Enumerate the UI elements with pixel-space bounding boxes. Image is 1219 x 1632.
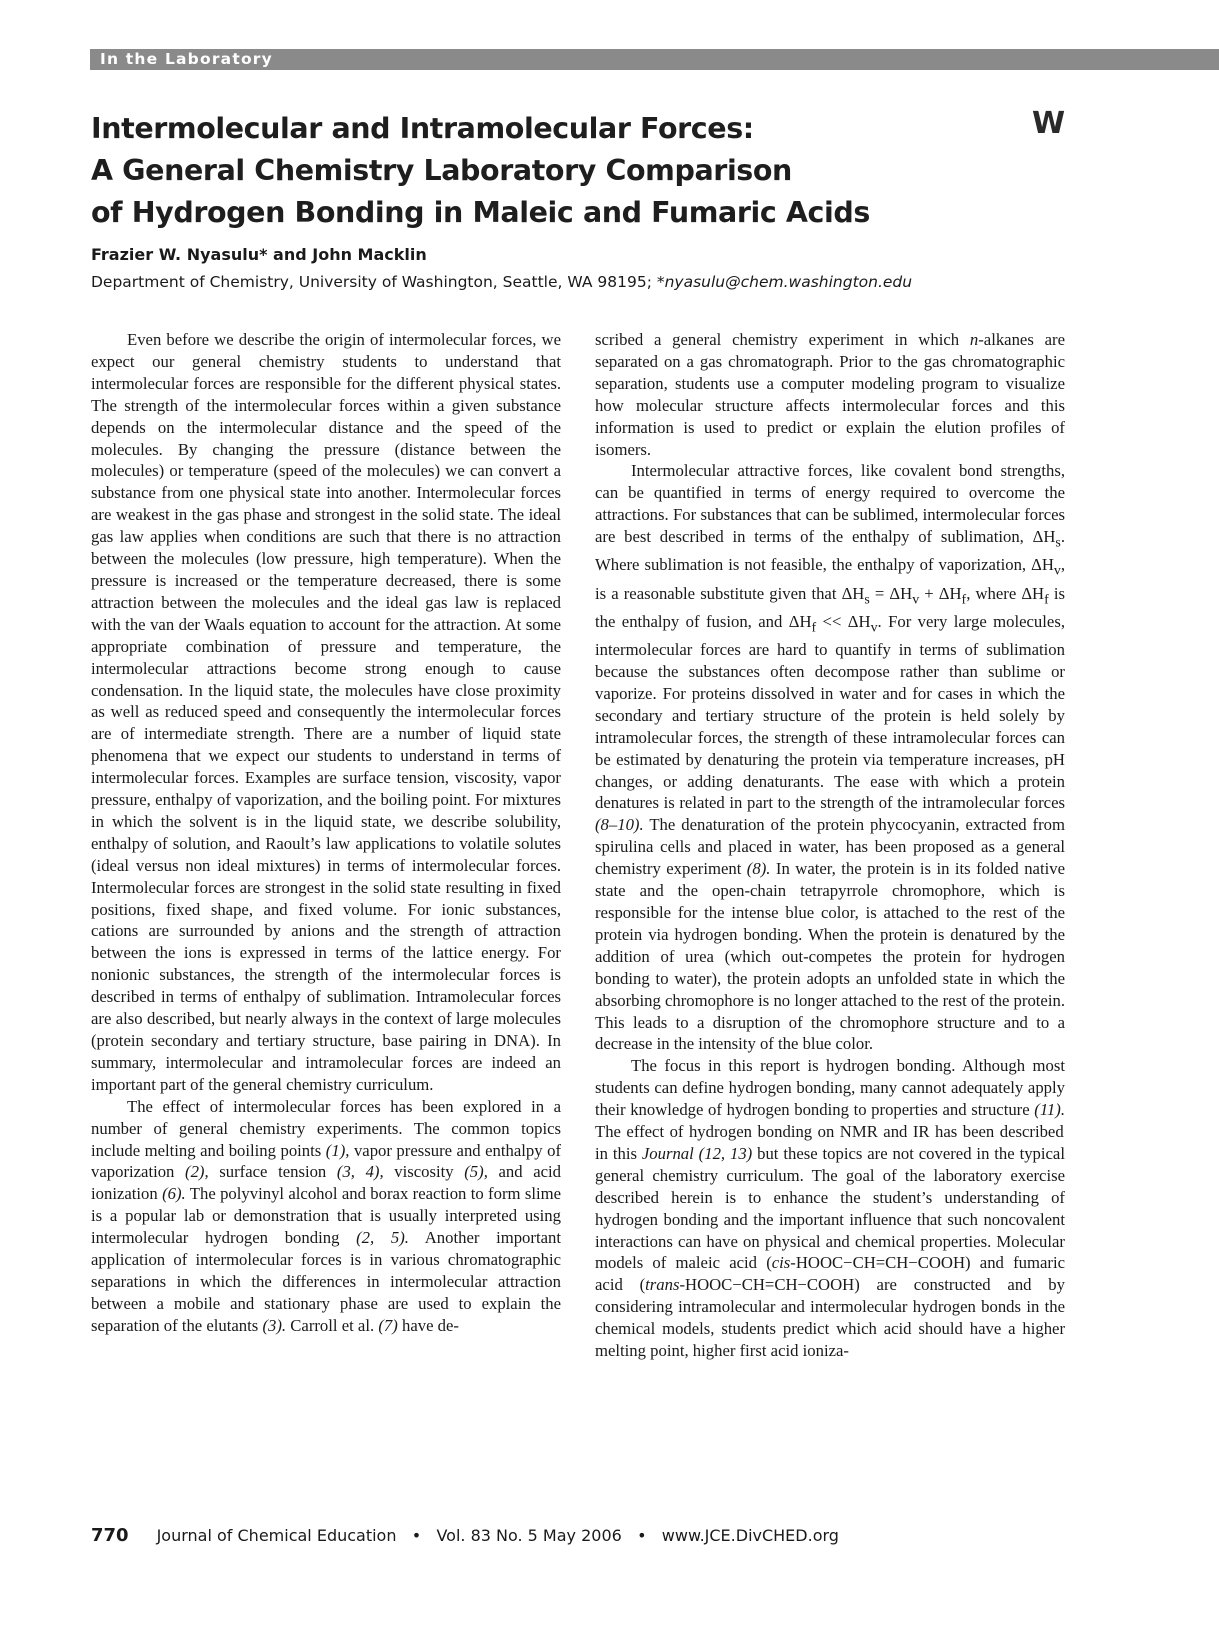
affiliation-text: Department of Chemistry, University of Washington, Seattle, WA 98195; *: [91, 273, 665, 291]
separator: •: [637, 1526, 647, 1545]
volume-info: Vol. 83 No. 5 May 2006: [436, 1526, 622, 1545]
paragraph: The focus in this report is hydrogen bonding. Although most students can define hydrogen bonding, many cannot adequately apply their knowledge of hydrogen bonding to properties and structure (11). The effect of hydrogen bonding on NMR and IR has been described in this Journal (12, 13) but these topics are not covered in the typical general chemistry curriculum. The goal of the laboratory exercise described herein is to enhance the student’s understanding of hydrogen bonding and the important influence that such noncovalent interactions can have on physical and chemical properties. Molecular models of maleic acid (cis-HOOC−CH=CH−COOH) and fumaric acid (trans-HOOC−CH=CH−COOH) are constructed and by considering intramolecular and intermolecular hydrogen bonds in the chemical models, students predict which acid should have a higher melting point, higher first acid ioniza-: [595, 1056, 1065, 1361]
paragraph: Even before we describe the origin of intermolecular forces, we expect our general chemistry students to understand that intermolecular forces are responsible for the different physical states. The strength of the intermolecular forces within a given substance depends on the intermolecular distance and the speed of the molecules. By changing the pressure (distance between the molecules) or temperature (speed of the molecules) we can convert a substance from one physical state into another. Intermolecular forces are weakest in the gas phase and strongest in the solid state. The ideal gas law applies when conditions are such that there is no attraction between the molecules (low pressure, high temperature). When the pressure is increased or the temperature decreased, there is some attraction between the molecules and the ideal gas law is replaced with the van der Waals equation to account for the attraction. At some appropriate combination of pressure and temperature, the intermolecular attractions become strong enough to cause condensation. In the liquid state, the molecules have close proximity as well as reduced speed and consequently the intermolecular forces are of intermediate strength. There are a number of liquid state phenomena that we expect our students to understand in terms of intermolecular forces. Examples are surface tension, viscosity, vapor pressure, enthalpy of vaporization, and the boiling point. For mixtures in which the solvent is in the liquid state, we describe solubility, enthalpy of solution, and Raoult’s law applications to volatile solutes (ideal versus non ideal mixtures) in terms of intermolecular forces. Intermolecular forces are strongest in the solid state resulting in fixed positions, fixed shape, and fixed volume. For ionic substances, cations are surrounded by anions and the strength of attraction between the ions is expressed in terms of the lattice energy. For nonionic substances, the strength of the intermolecular forces is described in terms of enthalpy of sublimation. Intramolecular forces are also described, but nearly always in the context of large molecules (protein secondary and tertiary structure, base pairing in DNA). In summary, intermolecular and intramolecular forces are indeed an important part of the general chemistry curriculum.: [91, 330, 561, 1094]
right-column: [595, 329, 1065, 1362]
title-line: Intermolecular and Intramolecular Forces:: [91, 112, 754, 145]
article-title: [91, 108, 991, 234]
authors: Frazier W. Nyasulu* and John Macklin: [91, 245, 427, 264]
paragraph: Intermolecular attractive forces, like covalent bond strengths, can be quantified in terms of energy required to overcome the attractions. For substances that can be sublimed, intermolecular forces are best described in terms of the enthalpy of sublimation, $\Delta H_s$. Where sublimation is not feasible, the enthalpy of vaporization, $\Delta H_v$, is a reasonable substitute given that $\Delta H_s = \Delta H_v + \Delta H_f$, where $\Delta H_f$ is the enthalpy of fusion, and $\Delta H_f << \Delta H_v$. For very large molecules, intermolecular forces are hard to quantify in terms of sublimation because the substances often decompose rather than sublime or vaporize. For proteins dissolved in water and for cases in which the secondary and tertiary structure of the protein is held solely by intramolecular forces, the strength of these intramolecular forces can be estimated by denaturing the protein via temperature increases, pH changes, or adding denaturants. The ease with which a protein denatures is related in part to the strength of the intramolecular forces (8–10). The denaturation of the protein phycocyanin, extracted from spirulina cells and placed in water, has been proposed as a general chemistry experiment (8). In water, the protein is in its folded native state and the open-chain tetrapyrrole chromophore, which is responsible for the intense blue color, is attached to the rest of the protein via hydrogen bonding. When the protein is denatured by the addition of urea (which out-competes the protein for hydrogen bonding to water), the protein adopts an unfolded state in which the absorbing chromophore is no longer attached to the rest of the protein. This leads to a disruption of the chromophore structure and to a decrease in the intensity of the blue color.: [595, 461, 1065, 1054]
separator: •: [411, 1526, 422, 1545]
web-material-icon: W: [1032, 106, 1066, 141]
title-line: of Hydrogen Bonding in Maleic and Fumaric Acids: [91, 196, 870, 229]
citation: (12, 13): [693, 1143, 753, 1163]
citation: (8).: [746, 859, 771, 879]
citation: (2),: [185, 1162, 209, 1182]
left-column: [91, 329, 561, 1337]
paragraph: The effect of intermolecular forces has been explored in a number of general chemistry experiments. The common topics include melting and boiling points (1), vapor pressure and enthalpy of vaporization (2), surface tension (3, 4), viscosity (5), and acid ionization (6). The polyvinyl alcohol and borax reaction to form slime is a popular lab or demonstration that is usually interpreted using intermolecular hydrogen bonding (2, 5). Another important application of intermolecular forces is in various chromatographic separations in which the differences in intermolecular attraction between a mobile and stationary phase are used to explain the separation of the elutants (3). Carroll et al. (7) have de-: [91, 1096, 562, 1335]
page-footer: [91, 1525, 839, 1546]
author-email[interactable]: nyasulu@chem.washington.edu: [664, 273, 913, 291]
citation: (7): [378, 1315, 398, 1335]
citation: (3).: [262, 1315, 287, 1335]
journal-url[interactable]: www.JCE.DivCHED.org: [661, 1526, 839, 1545]
citation: (1),: [325, 1140, 350, 1160]
page-number: 770: [91, 1525, 129, 1546]
affiliation: [91, 273, 912, 291]
paragraph: scribed a general chemistry experiment in which n-alkanes are separated on a gas chromatograph. Prior to the gas chromatographic separation, students use a computer modeling program to visualize how molecular structure affects intermolecular forces and this information is used to predict or explain the elution profiles of isomers.: [595, 330, 1065, 459]
journal-name: Journal of Chemical Education: [156, 1526, 397, 1545]
citation: (2, 5).: [356, 1228, 409, 1248]
section-label: In the Laboratory: [100, 50, 273, 68]
citation: (5),: [464, 1162, 488, 1182]
citation: (8–10).: [595, 815, 644, 835]
section-banner: [90, 49, 1219, 70]
title-line: A General Chemistry Laboratory Comparison: [91, 154, 792, 187]
citation: (6).: [162, 1184, 186, 1204]
citation: (11).: [1034, 1100, 1065, 1120]
citation: (3, 4),: [336, 1162, 384, 1182]
